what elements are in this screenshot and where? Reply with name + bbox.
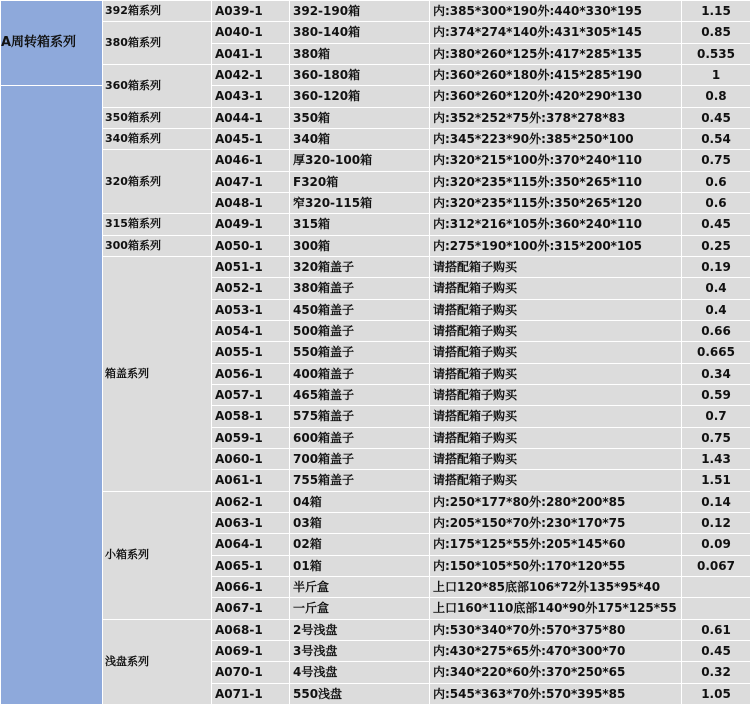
series-cell: 340箱系列 — [103, 128, 212, 149]
product-name-cell: 380箱盖子 — [290, 278, 430, 299]
product-code-cell: A057-1 — [212, 384, 290, 405]
price-cell: 0.75 — [682, 427, 750, 448]
product-name-cell: 600箱盖子 — [290, 427, 430, 448]
product-code-cell: A061-1 — [212, 470, 290, 491]
price-cell: 0.66 — [682, 320, 750, 341]
dimensions-cell: 内:320*235*115外:350*265*110 — [430, 171, 682, 192]
product-code-cell: A043-1 — [212, 86, 290, 107]
product-name-cell: 400箱盖子 — [290, 363, 430, 384]
dimensions-cell: 内:374*274*140外:431*305*145 — [430, 22, 682, 43]
dimensions-cell: 内:150*105*50外:170*120*55 — [430, 555, 682, 576]
product-name-cell: 550浅盘 — [290, 683, 430, 705]
product-name-cell: 320箱盖子 — [290, 256, 430, 277]
product-code-cell: A048-1 — [212, 192, 290, 213]
table-row — [1, 619, 750, 640]
series-cell: 320箱系列 — [103, 150, 212, 214]
product-code-cell: A049-1 — [212, 214, 290, 235]
product-code-cell: A055-1 — [212, 342, 290, 363]
dimensions-cell: 内:360*260*180外:415*285*190 — [430, 64, 682, 85]
dimensions-cell: 请搭配箱子购买 — [430, 256, 682, 277]
dimensions-cell: 内:430*275*65外:470*300*70 — [430, 640, 682, 661]
dimensions-cell: 内:175*125*55外:205*145*60 — [430, 534, 682, 555]
product-code-cell: A041-1 — [212, 43, 290, 64]
product-code-cell: A068-1 — [212, 619, 290, 640]
price-cell: 1.15 — [682, 1, 750, 22]
product-name-cell: 360-120箱 — [290, 86, 430, 107]
product-code-cell: A070-1 — [212, 662, 290, 683]
table-row — [1, 150, 750, 171]
product-code-cell: A046-1 — [212, 150, 290, 171]
dimensions-cell: 内:352*252*75外:378*278*83 — [430, 107, 682, 128]
product-code-cell: A069-1 — [212, 640, 290, 661]
series-cell: 小箱系列 — [103, 491, 212, 619]
dimensions-cell: 请搭配箱子购买 — [430, 342, 682, 363]
price-cell: 0.45 — [682, 107, 750, 128]
product-name-cell: 02箱 — [290, 534, 430, 555]
dimensions-cell: 内:205*150*70外:230*170*75 — [430, 512, 682, 533]
product-code-cell: A042-1 — [212, 64, 290, 85]
product-code-cell: A040-1 — [212, 22, 290, 43]
dimensions-cell: 内:380*260*125外:417*285*135 — [430, 43, 682, 64]
product-code-cell: A063-1 — [212, 512, 290, 533]
table-row — [1, 107, 750, 128]
dimensions-cell: 请搭配箱子购买 — [430, 427, 682, 448]
product-name-cell: 360-180箱 — [290, 64, 430, 85]
price-cell — [682, 576, 750, 597]
series-cell: 350箱系列 — [103, 107, 212, 128]
product-name-cell: 350箱 — [290, 107, 430, 128]
price-cell: 0.12 — [682, 512, 750, 533]
product-name-cell: 575箱盖子 — [290, 406, 430, 427]
dimensions-cell: 内:320*215*100外:370*240*110 — [430, 150, 682, 171]
product-code-cell: A050-1 — [212, 235, 290, 256]
product-code-cell: A044-1 — [212, 107, 290, 128]
table-row — [1, 64, 750, 85]
product-name-cell: 700箱盖子 — [290, 448, 430, 469]
table-row — [1, 22, 750, 43]
price-cell: 0.45 — [682, 640, 750, 661]
table-body — [1, 1, 750, 705]
series-cell: 300箱系列 — [103, 235, 212, 256]
dimensions-cell: 请搭配箱子购买 — [430, 363, 682, 384]
product-code-cell: A039-1 — [212, 1, 290, 22]
price-cell: 0.34 — [682, 363, 750, 384]
dimensions-cell: 请搭配箱子购买 — [430, 299, 682, 320]
product-code-cell: A067-1 — [212, 598, 290, 619]
series-cell: 392箱系列 — [103, 1, 212, 22]
product-name-cell: 755箱盖子 — [290, 470, 430, 491]
product-name-cell: 380-140箱 — [290, 22, 430, 43]
dimensions-cell: 请搭配箱子购买 — [430, 320, 682, 341]
price-cell: 0.09 — [682, 534, 750, 555]
product-code-cell: A065-1 — [212, 555, 290, 576]
product-name-cell: 450箱盖子 — [290, 299, 430, 320]
main-category-cell-continued — [1, 86, 103, 705]
product-name-cell: 392-190箱 — [290, 1, 430, 22]
product-name-cell: 厚320-100箱 — [290, 150, 430, 171]
price-cell: 0.8 — [682, 86, 750, 107]
product-code-cell: A053-1 — [212, 299, 290, 320]
product-name-cell: 300箱 — [290, 235, 430, 256]
dimensions-cell: 内:312*216*105外:360*240*110 — [430, 214, 682, 235]
price-cell: 1.05 — [682, 683, 750, 705]
price-cell: 0.7 — [682, 406, 750, 427]
price-cell: 0.14 — [682, 491, 750, 512]
price-cell: 0.61 — [682, 619, 750, 640]
price-cell: 0.32 — [682, 662, 750, 683]
dimensions-cell: 内:530*340*70外:570*375*80 — [430, 619, 682, 640]
dimensions-cell: 内:345*223*90外:385*250*100 — [430, 128, 682, 149]
table-row — [1, 491, 750, 512]
product-name-cell: 03箱 — [290, 512, 430, 533]
price-cell: 0.85 — [682, 22, 750, 43]
product-code-cell: A052-1 — [212, 278, 290, 299]
product-code-cell: A064-1 — [212, 534, 290, 555]
product-code-cell: A066-1 — [212, 576, 290, 597]
product-name-cell: 4号浅盘 — [290, 662, 430, 683]
series-cell: 380箱系列 — [103, 22, 212, 65]
product-name-cell: F320箱 — [290, 171, 430, 192]
product-code-cell: A045-1 — [212, 128, 290, 149]
dimensions-cell: 内:360*260*120外:420*290*130 — [430, 86, 682, 107]
table-row — [1, 214, 750, 235]
dimensions-cell: 请搭配箱子购买 — [430, 448, 682, 469]
product-name-cell: 500箱盖子 — [290, 320, 430, 341]
price-cell: 0.6 — [682, 171, 750, 192]
product-code-cell: A058-1 — [212, 406, 290, 427]
price-cell: 0.067 — [682, 555, 750, 576]
series-cell: 315箱系列 — [103, 214, 212, 235]
price-cell: 0.59 — [682, 384, 750, 405]
main-category-cell: A周转箱系列 — [1, 1, 103, 86]
product-code-cell: A056-1 — [212, 363, 290, 384]
dimensions-cell: 内:545*363*70外:570*395*85 — [430, 683, 682, 705]
price-cell: 0.54 — [682, 128, 750, 149]
product-code-cell: A059-1 — [212, 427, 290, 448]
price-cell: 1.43 — [682, 448, 750, 469]
dimensions-cell: 上口160*110底部140*90外175*125*55 — [430, 598, 682, 619]
product-name-cell: 2号浅盘 — [290, 619, 430, 640]
dimensions-cell: 请搭配箱子购买 — [430, 384, 682, 405]
table-row — [1, 1, 750, 22]
dimensions-cell: 上口120*85底部106*72外135*95*40 — [430, 576, 682, 597]
product-code-cell: A051-1 — [212, 256, 290, 277]
product-name-cell: 3号浅盘 — [290, 640, 430, 661]
product-name-cell: 340箱 — [290, 128, 430, 149]
dimensions-cell: 内:320*235*115外:350*265*120 — [430, 192, 682, 213]
product-code-cell: A060-1 — [212, 448, 290, 469]
product-code-cell: A071-1 — [212, 683, 290, 705]
price-cell: 0.6 — [682, 192, 750, 213]
table-row — [1, 128, 750, 149]
price-cell — [682, 598, 750, 619]
dimensions-cell: 请搭配箱子购买 — [430, 406, 682, 427]
series-cell: 浅盘系列 — [103, 619, 212, 704]
price-cell: 0.25 — [682, 235, 750, 256]
price-cell: 0.19 — [682, 256, 750, 277]
product-name-cell: 04箱 — [290, 491, 430, 512]
dimensions-cell: 内:385*300*190外:440*330*195 — [430, 1, 682, 22]
price-cell: 0.4 — [682, 299, 750, 320]
product-name-cell: 380箱 — [290, 43, 430, 64]
product-name-cell: 550箱盖子 — [290, 342, 430, 363]
product-name-cell: 窄320-115箱 — [290, 192, 430, 213]
product-code-cell: A047-1 — [212, 171, 290, 192]
product-code-cell: A054-1 — [212, 320, 290, 341]
dimensions-cell: 内:275*190*100外:315*200*105 — [430, 235, 682, 256]
price-cell: 1.51 — [682, 470, 750, 491]
price-cell: 0.665 — [682, 342, 750, 363]
series-cell: 箱盖系列 — [103, 256, 212, 491]
product-name-cell: 465箱盖子 — [290, 384, 430, 405]
price-cell: 1 — [682, 64, 750, 85]
product-name-cell: 半斤盒 — [290, 576, 430, 597]
price-cell: 0.4 — [682, 278, 750, 299]
product-name-cell: 01箱 — [290, 555, 430, 576]
product-name-cell: 一斤盒 — [290, 598, 430, 619]
series-cell: 360箱系列 — [103, 64, 212, 107]
price-cell: 0.45 — [682, 214, 750, 235]
price-cell: 0.75 — [682, 150, 750, 171]
dimensions-cell: 请搭配箱子购买 — [430, 278, 682, 299]
dimensions-cell: 内:250*177*80外:280*200*85 — [430, 491, 682, 512]
dimensions-cell: 请搭配箱子购买 — [430, 470, 682, 491]
product-code-cell: A062-1 — [212, 491, 290, 512]
table-row — [1, 235, 750, 256]
table-row — [1, 256, 750, 277]
product-name-cell: 315箱 — [290, 214, 430, 235]
dimensions-cell: 内:340*220*60外:370*250*65 — [430, 662, 682, 683]
price-cell: 0.535 — [682, 43, 750, 64]
